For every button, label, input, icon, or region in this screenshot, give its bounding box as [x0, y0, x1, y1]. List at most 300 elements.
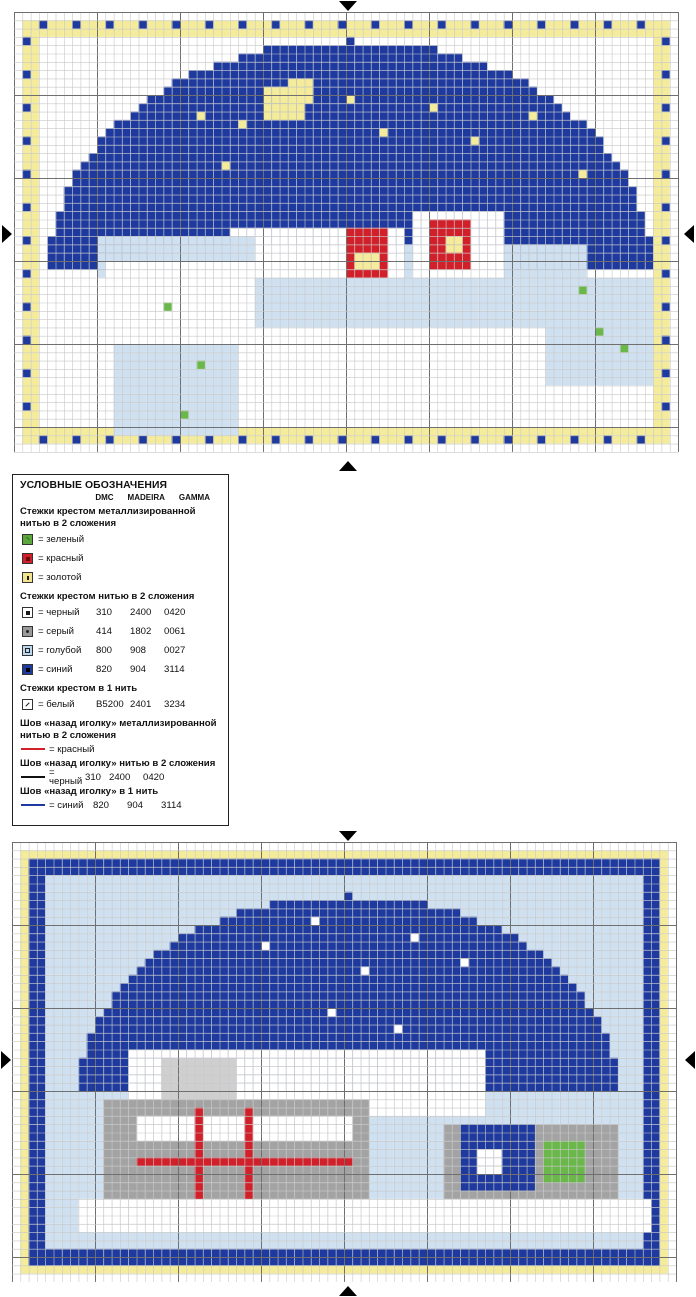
- night-sky: [570, 236, 578, 244]
- snow: [147, 244, 155, 252]
- snowy-tree: [562, 344, 570, 352]
- night-sky: [354, 161, 362, 169]
- snow: [412, 311, 420, 319]
- snow: [379, 303, 387, 311]
- gold-frame: [661, 327, 669, 335]
- night-sky: [321, 153, 329, 161]
- snow-field: [493, 884, 501, 892]
- night-sky: [346, 45, 354, 53]
- navy-frame: [336, 867, 344, 875]
- snowy-tree: [147, 352, 155, 360]
- frame-dot: [172, 20, 180, 28]
- night-sky: [56, 220, 64, 228]
- navy-frame: [593, 867, 601, 875]
- road: [495, 352, 503, 360]
- gold-frame: [246, 29, 254, 37]
- night-sky: [520, 103, 528, 111]
- night-sky: [163, 103, 171, 111]
- house: [255, 253, 263, 261]
- frame-dot: [338, 435, 346, 443]
- navy-frame: [560, 1257, 568, 1265]
- gold-frame: [31, 161, 39, 169]
- night-sky: [130, 170, 138, 178]
- window: [454, 236, 462, 244]
- gold-frame: [188, 29, 196, 37]
- snowy-tree: [180, 386, 188, 394]
- house: [321, 228, 329, 236]
- snow: [529, 319, 537, 327]
- navy-frame: [37, 892, 45, 900]
- snowy-tree: [222, 402, 230, 410]
- gold-frame: [31, 361, 39, 369]
- navy-frame: [460, 1257, 468, 1265]
- night-sky: [122, 195, 130, 203]
- snow-field: [576, 884, 584, 892]
- night-sky: [421, 62, 429, 70]
- center-marker-bottom-2: [339, 1286, 357, 1296]
- snowy-tree: [188, 278, 196, 286]
- navy-frame: [419, 1249, 427, 1257]
- night-sky: [105, 137, 113, 145]
- snow-field: [54, 884, 62, 892]
- gold-frame: [22, 278, 30, 286]
- snowy-tree: [213, 377, 221, 385]
- window: [363, 261, 371, 269]
- gold-frame: [661, 120, 669, 128]
- gold-frame: [20, 1066, 28, 1074]
- house: [255, 269, 263, 277]
- night-sky: [321, 95, 329, 103]
- snow: [554, 269, 562, 277]
- night-sky: [354, 62, 362, 70]
- snowy-tree: [155, 394, 163, 402]
- night-sky: [329, 87, 337, 95]
- snow: [554, 244, 562, 252]
- house: [479, 228, 487, 236]
- night-sky: [512, 178, 520, 186]
- snowy-tree: [213, 386, 221, 394]
- snowy-tree: [147, 361, 155, 369]
- gold-frame: [31, 344, 39, 352]
- night-sky: [512, 78, 520, 86]
- legend-row-white: [20, 695, 222, 714]
- gold-frame: [246, 435, 254, 443]
- house: [329, 269, 337, 277]
- gold-frame: [444, 1265, 452, 1273]
- snow: [213, 236, 221, 244]
- snowy-tree: [155, 327, 163, 335]
- night-sky: [412, 161, 420, 169]
- night-sky: [80, 253, 88, 261]
- snowy-tree: [637, 369, 645, 377]
- night-sky: [313, 145, 321, 153]
- night-sky: [363, 112, 371, 120]
- night-sky: [155, 120, 163, 128]
- house: [487, 261, 495, 269]
- gold-frame: [510, 850, 518, 858]
- snowy-tree: [188, 361, 196, 369]
- snow: [545, 244, 553, 252]
- night-sky: [421, 203, 429, 211]
- gold-frame: [20, 925, 28, 933]
- night-sky: [554, 120, 562, 128]
- house: [462, 211, 470, 219]
- snow-field: [120, 884, 128, 892]
- snow: [388, 278, 396, 286]
- snow-field: [477, 884, 485, 892]
- road: [471, 361, 479, 369]
- house: [321, 244, 329, 252]
- navy-frame: [651, 884, 659, 892]
- snow: [487, 303, 495, 311]
- frame-dot: [661, 336, 669, 344]
- snow-field: [128, 884, 136, 892]
- gold-frame: [139, 29, 147, 37]
- house: [412, 261, 420, 269]
- snow-field: [369, 884, 377, 892]
- moon: [288, 87, 296, 95]
- snowy-tree: [122, 261, 130, 269]
- night-sky: [578, 153, 586, 161]
- night-sky: [280, 153, 288, 161]
- gold-frame: [452, 850, 460, 858]
- gold-frame: [653, 435, 661, 443]
- navy-frame: [294, 1249, 302, 1257]
- night-sky: [512, 211, 520, 219]
- red-swatch-icon: [22, 553, 33, 564]
- gold-frame: [220, 1265, 228, 1273]
- legend-row-gold: [20, 568, 222, 587]
- night-sky: [504, 203, 512, 211]
- gold-frame: [20, 1149, 28, 1157]
- navy-frame: [643, 942, 651, 950]
- house: [479, 269, 487, 277]
- red-roof: [346, 244, 354, 252]
- snowy-tree: [172, 369, 180, 377]
- night-sky: [487, 195, 495, 203]
- navy-frame: [37, 1141, 45, 1149]
- gold-frame: [213, 20, 221, 28]
- snow: [255, 311, 263, 319]
- gold-frame: [554, 435, 562, 443]
- navy-frame: [651, 1041, 659, 1049]
- night-sky: [412, 195, 420, 203]
- snow: [437, 294, 445, 302]
- night-sky: [172, 178, 180, 186]
- navy-frame: [253, 867, 261, 875]
- house: [313, 244, 321, 252]
- snowy-tree: [122, 303, 130, 311]
- house: [280, 269, 288, 277]
- navy-frame: [29, 1249, 37, 1257]
- snow: [321, 311, 329, 319]
- navy-frame: [269, 1257, 277, 1265]
- night-sky: [429, 87, 437, 95]
- night-sky: [379, 103, 387, 111]
- night-sky: [230, 112, 238, 120]
- house: [255, 228, 263, 236]
- snow-field: [427, 875, 435, 883]
- night-sky: [329, 170, 337, 178]
- navy-frame: [37, 1174, 45, 1182]
- snow: [479, 303, 487, 311]
- madeira-code: 1802: [130, 626, 152, 638]
- navy-frame: [452, 867, 460, 875]
- gold-frame: [22, 435, 30, 443]
- gold-frame: [653, 419, 661, 427]
- snowy-tree: [620, 311, 628, 319]
- night-sky: [114, 220, 122, 228]
- house: [495, 253, 503, 261]
- night-sky: [363, 62, 371, 70]
- night-sky: [537, 128, 545, 136]
- night-sky: [230, 186, 238, 194]
- navy-frame: [469, 859, 477, 867]
- night-sky: [222, 112, 230, 120]
- frame-dot: [437, 435, 445, 443]
- night-sky: [388, 78, 396, 86]
- snow-field: [377, 884, 385, 892]
- road: [404, 352, 412, 360]
- snowy-tree: [562, 336, 570, 344]
- night-sky: [197, 178, 205, 186]
- night-sky: [97, 195, 105, 203]
- night-sky: [230, 137, 238, 145]
- night-sky: [545, 186, 553, 194]
- night-sky: [388, 128, 396, 136]
- snow: [479, 319, 487, 327]
- snowy-tree: [147, 386, 155, 394]
- night-sky: [130, 161, 138, 169]
- gold-frame: [595, 29, 603, 37]
- night-sky: [437, 203, 445, 211]
- night-sky: [371, 62, 379, 70]
- snow: [288, 278, 296, 286]
- snowy-tree: [213, 319, 221, 327]
- house: [412, 269, 420, 277]
- night-sky: [545, 161, 553, 169]
- snowy-tree: [637, 303, 645, 311]
- night-sky: [180, 137, 188, 145]
- night-sky: [329, 153, 337, 161]
- night-sky: [163, 120, 171, 128]
- navy-frame: [643, 1000, 651, 1008]
- snowy-tree: [147, 261, 155, 269]
- frame-dot: [238, 435, 246, 443]
- snowy-tree: [172, 361, 180, 369]
- snow-field: [161, 875, 169, 883]
- navy-frame: [112, 867, 120, 875]
- night-sky: [354, 78, 362, 86]
- green-stitch: [578, 286, 586, 294]
- snow: [454, 319, 462, 327]
- night-sky: [338, 211, 346, 219]
- snow: [404, 269, 412, 277]
- madeira-code: 908: [130, 645, 147, 657]
- night-sky: [180, 112, 188, 120]
- house: [305, 269, 313, 277]
- snow-field: [576, 875, 584, 883]
- navy-frame: [361, 1249, 369, 1257]
- snowy-tree: [570, 344, 578, 352]
- night-sky: [172, 78, 180, 86]
- snowy-tree: [139, 410, 147, 418]
- snow: [554, 253, 562, 261]
- house: [479, 211, 487, 219]
- snowy-tree: [587, 327, 595, 335]
- gold-frame: [653, 236, 661, 244]
- night-sky: [388, 170, 396, 178]
- night-sky: [188, 128, 196, 136]
- gold-frame: [562, 20, 570, 28]
- navy-frame: [186, 1249, 194, 1257]
- night-sky: [230, 211, 238, 219]
- night-sky: [80, 195, 88, 203]
- gold-frame: [653, 137, 661, 145]
- gold-frame: [31, 170, 39, 178]
- center-marker-right-2: [685, 1051, 695, 1069]
- night-sky: [163, 186, 171, 194]
- navy-frame: [37, 1166, 45, 1174]
- red-roof: [437, 244, 445, 252]
- frame-dot: [22, 170, 30, 178]
- night-sky: [421, 170, 429, 178]
- night-sky: [479, 137, 487, 145]
- snow: [529, 244, 537, 252]
- snowy-tree: [163, 410, 171, 418]
- window: [454, 244, 462, 252]
- navy-frame: [286, 859, 294, 867]
- navy-frame: [651, 975, 659, 983]
- navy-frame: [643, 1232, 651, 1240]
- night-sky: [371, 78, 379, 86]
- snowy-tree: [628, 344, 636, 352]
- snowy-tree: [645, 294, 653, 302]
- gold-frame: [20, 1157, 28, 1165]
- night-sky: [139, 128, 147, 136]
- night-sky: [462, 128, 470, 136]
- gold-frame: [31, 78, 39, 86]
- night-sky: [437, 95, 445, 103]
- gold-frame: [437, 29, 445, 37]
- snow: [172, 253, 180, 261]
- snowy-tree: [163, 377, 171, 385]
- navy-frame: [294, 859, 302, 867]
- gold-frame: [628, 435, 636, 443]
- gold-frame: [659, 975, 667, 983]
- gamma-code: 0061: [164, 626, 186, 638]
- navy-frame: [643, 1191, 651, 1199]
- gold-frame: [64, 29, 72, 37]
- snow-field: [502, 884, 510, 892]
- gold-frame: [369, 1265, 377, 1273]
- snow: [321, 278, 329, 286]
- snow-field: [535, 875, 543, 883]
- night-sky: [371, 186, 379, 194]
- night-sky: [487, 186, 495, 194]
- snow: [280, 278, 288, 286]
- night-sky: [64, 244, 72, 252]
- night-sky: [462, 145, 470, 153]
- night-sky: [313, 211, 321, 219]
- night-sky: [379, 153, 387, 161]
- frame-dot: [271, 435, 279, 443]
- gold-frame: [22, 361, 30, 369]
- gold-frame: [653, 211, 661, 219]
- house: [487, 269, 495, 277]
- gold-frame: [197, 29, 205, 37]
- night-sky: [479, 178, 487, 186]
- gold-frame: [659, 958, 667, 966]
- snow: [537, 311, 545, 319]
- road: [504, 369, 512, 377]
- navy-frame: [87, 1257, 95, 1265]
- navy-frame: [585, 1257, 593, 1265]
- snow: [504, 244, 512, 252]
- night-sky: [329, 178, 337, 186]
- green-stitch: [595, 327, 603, 335]
- night-sky: [321, 128, 329, 136]
- night-sky: [545, 228, 553, 236]
- gold-frame: [288, 435, 296, 443]
- night-sky: [280, 161, 288, 169]
- gold-frame: [410, 850, 418, 858]
- night-sky: [570, 145, 578, 153]
- snow: [338, 303, 346, 311]
- snowy-tree: [105, 261, 113, 269]
- gold-frame: [280, 29, 288, 37]
- navy-frame: [278, 859, 286, 867]
- snowy-tree: [213, 327, 221, 335]
- snow: [271, 278, 279, 286]
- gold-frame: [22, 161, 30, 169]
- house: [305, 236, 313, 244]
- night-sky: [163, 211, 171, 219]
- night-sky: [321, 54, 329, 62]
- gold-frame: [612, 20, 620, 28]
- night-sky: [404, 161, 412, 169]
- navy-frame: [29, 1141, 37, 1149]
- snow-field: [78, 892, 86, 900]
- house: [238, 228, 246, 236]
- night-sky: [296, 120, 304, 128]
- frame-dot: [22, 402, 30, 410]
- snow-field: [469, 884, 477, 892]
- night-sky: [479, 62, 487, 70]
- gold-frame: [255, 29, 263, 37]
- window: [446, 244, 454, 252]
- gold-frame: [618, 850, 626, 858]
- gold-frame: [412, 427, 420, 435]
- night-sky: [155, 161, 163, 169]
- frame-dot: [637, 435, 645, 443]
- legend-name: = красный: [38, 553, 84, 565]
- night-sky: [305, 186, 313, 194]
- gold-frame: [20, 1166, 28, 1174]
- house: [388, 269, 396, 277]
- snow-field: [386, 875, 394, 883]
- gold-frame: [495, 427, 503, 435]
- night-sky: [338, 87, 346, 95]
- snowy-tree: [197, 269, 205, 277]
- snow: [537, 286, 545, 294]
- house: [495, 269, 503, 277]
- gold-frame: [112, 1265, 120, 1273]
- snow: [105, 236, 113, 244]
- navy-frame: [228, 867, 236, 875]
- night-sky: [163, 228, 171, 236]
- gold-frame: [271, 29, 279, 37]
